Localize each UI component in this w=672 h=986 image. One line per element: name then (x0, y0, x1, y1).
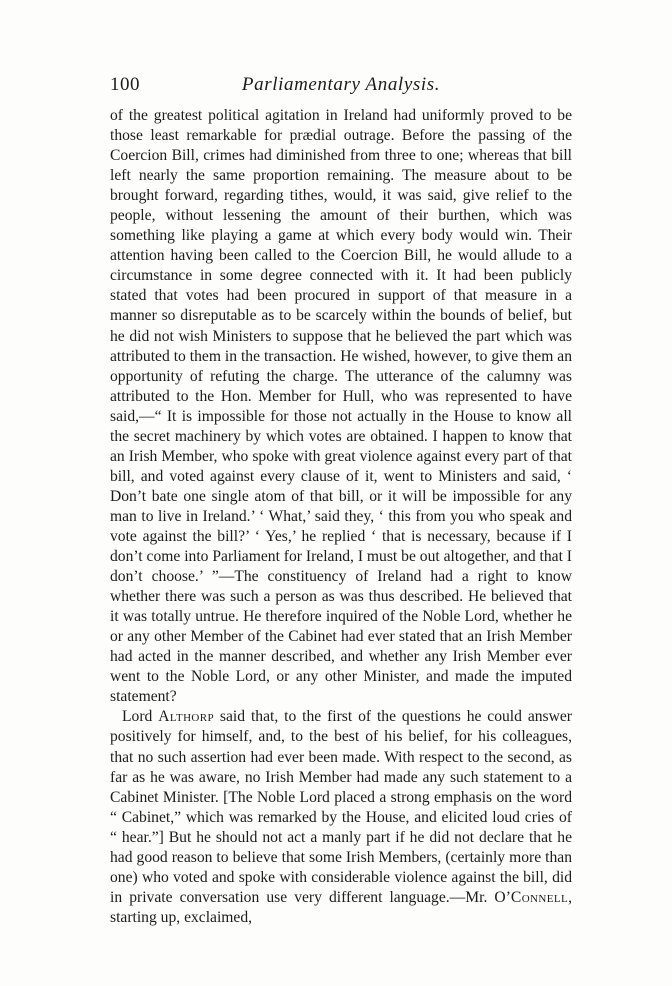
paragraph-text: , starting up, exclaimed, (110, 888, 572, 926)
speaker-name-connell: Connell (510, 888, 569, 906)
page-header (110, 74, 572, 100)
paragraph-althorp-reply (110, 707, 572, 928)
paragraph-text: Lord (122, 708, 159, 726)
speaker-name-althorp: Althorp (158, 708, 215, 726)
page-number: 100 (110, 74, 140, 95)
paragraph-text: of the greatest political agitation in Ireland had uniformly proved to be those least remarkable for prædial outrage. Before the passing of the Coercion Bill, crimes had diminished from three to one; whereas that bill left nearly the same proportion remaining. The measure about to be brought forward, regarding tithes, would, it was said, give relief to the people, without lessening the amount of their burthen, which was something like playing a game at which every body would win. Their attention having been called to the Coercion Bill, he would allude to a circumstance in some degree connected with it. It had been publicly stated that votes had been procured in support of that measure in a manner so disreputable as to be scarcely within the bounds of belief, but he did not wish Ministers to suppose that he believed the part which was attributed to them in the transaction. He wished, however, to give them an opportunity of refuting the charge. The utterance of the calumny was attributed to the Hon. Member for Hull, who was represented to have said,—“ It is impossible for those not actually in the House to know all the secret machinery by which votes are obtained. I happen to know that an Irish Member, who spoke with great violence against every part of that bill, and voted against every clause of it, went to Ministers and said, ‘ Don’t bate one single atom of that bill, or it will be impossible for any man to live in Ireland.’ ‘ What,’ said they, ‘ this from you who speak and vote against the bill?’ ‘ Yes,’ he replied ‘ that is necessary, because if I don’t come into Parliament for Ireland, I must be out altogether, and that I don’t choose.’ ”—The constituency of Ireland had a right to know whether there was such a person as was thus described. He believed that it was totally untrue. He therefore inquired of the Noble Lord, whether he or any other Member of the Cabinet had ever stated that an Irish Member had acted in the manner described, and whether any Irish Member ever went to the Noble Lord, or any other Minister, and made the imputed statement? (110, 107, 573, 706)
paragraph-text: said that, to the first of the questions he could answer positively for himself, and, to the best of his belief, for his colleagues, that no such assertion had ever been made. With respect to the second, as far as he was aware, no Irish Member had made any such statement to a Cabinet Minister. [The Noble Lord placed a strong emphasis on the word “ Cabinet,” which was remarked by the House, and elicited loud cries of “ hear.”] But he should not act a manly part if he did not declare that he had good reason to believe that some Irish Members, (certainly more than one) who voted and spoke with considerable violence against the bill, did in private conversation use very different language.—Mr. O’ (110, 708, 572, 906)
running-title: Parliamentary Analysis. (241, 74, 441, 95)
body-text (110, 106, 572, 928)
paragraph-speech (110, 106, 572, 707)
